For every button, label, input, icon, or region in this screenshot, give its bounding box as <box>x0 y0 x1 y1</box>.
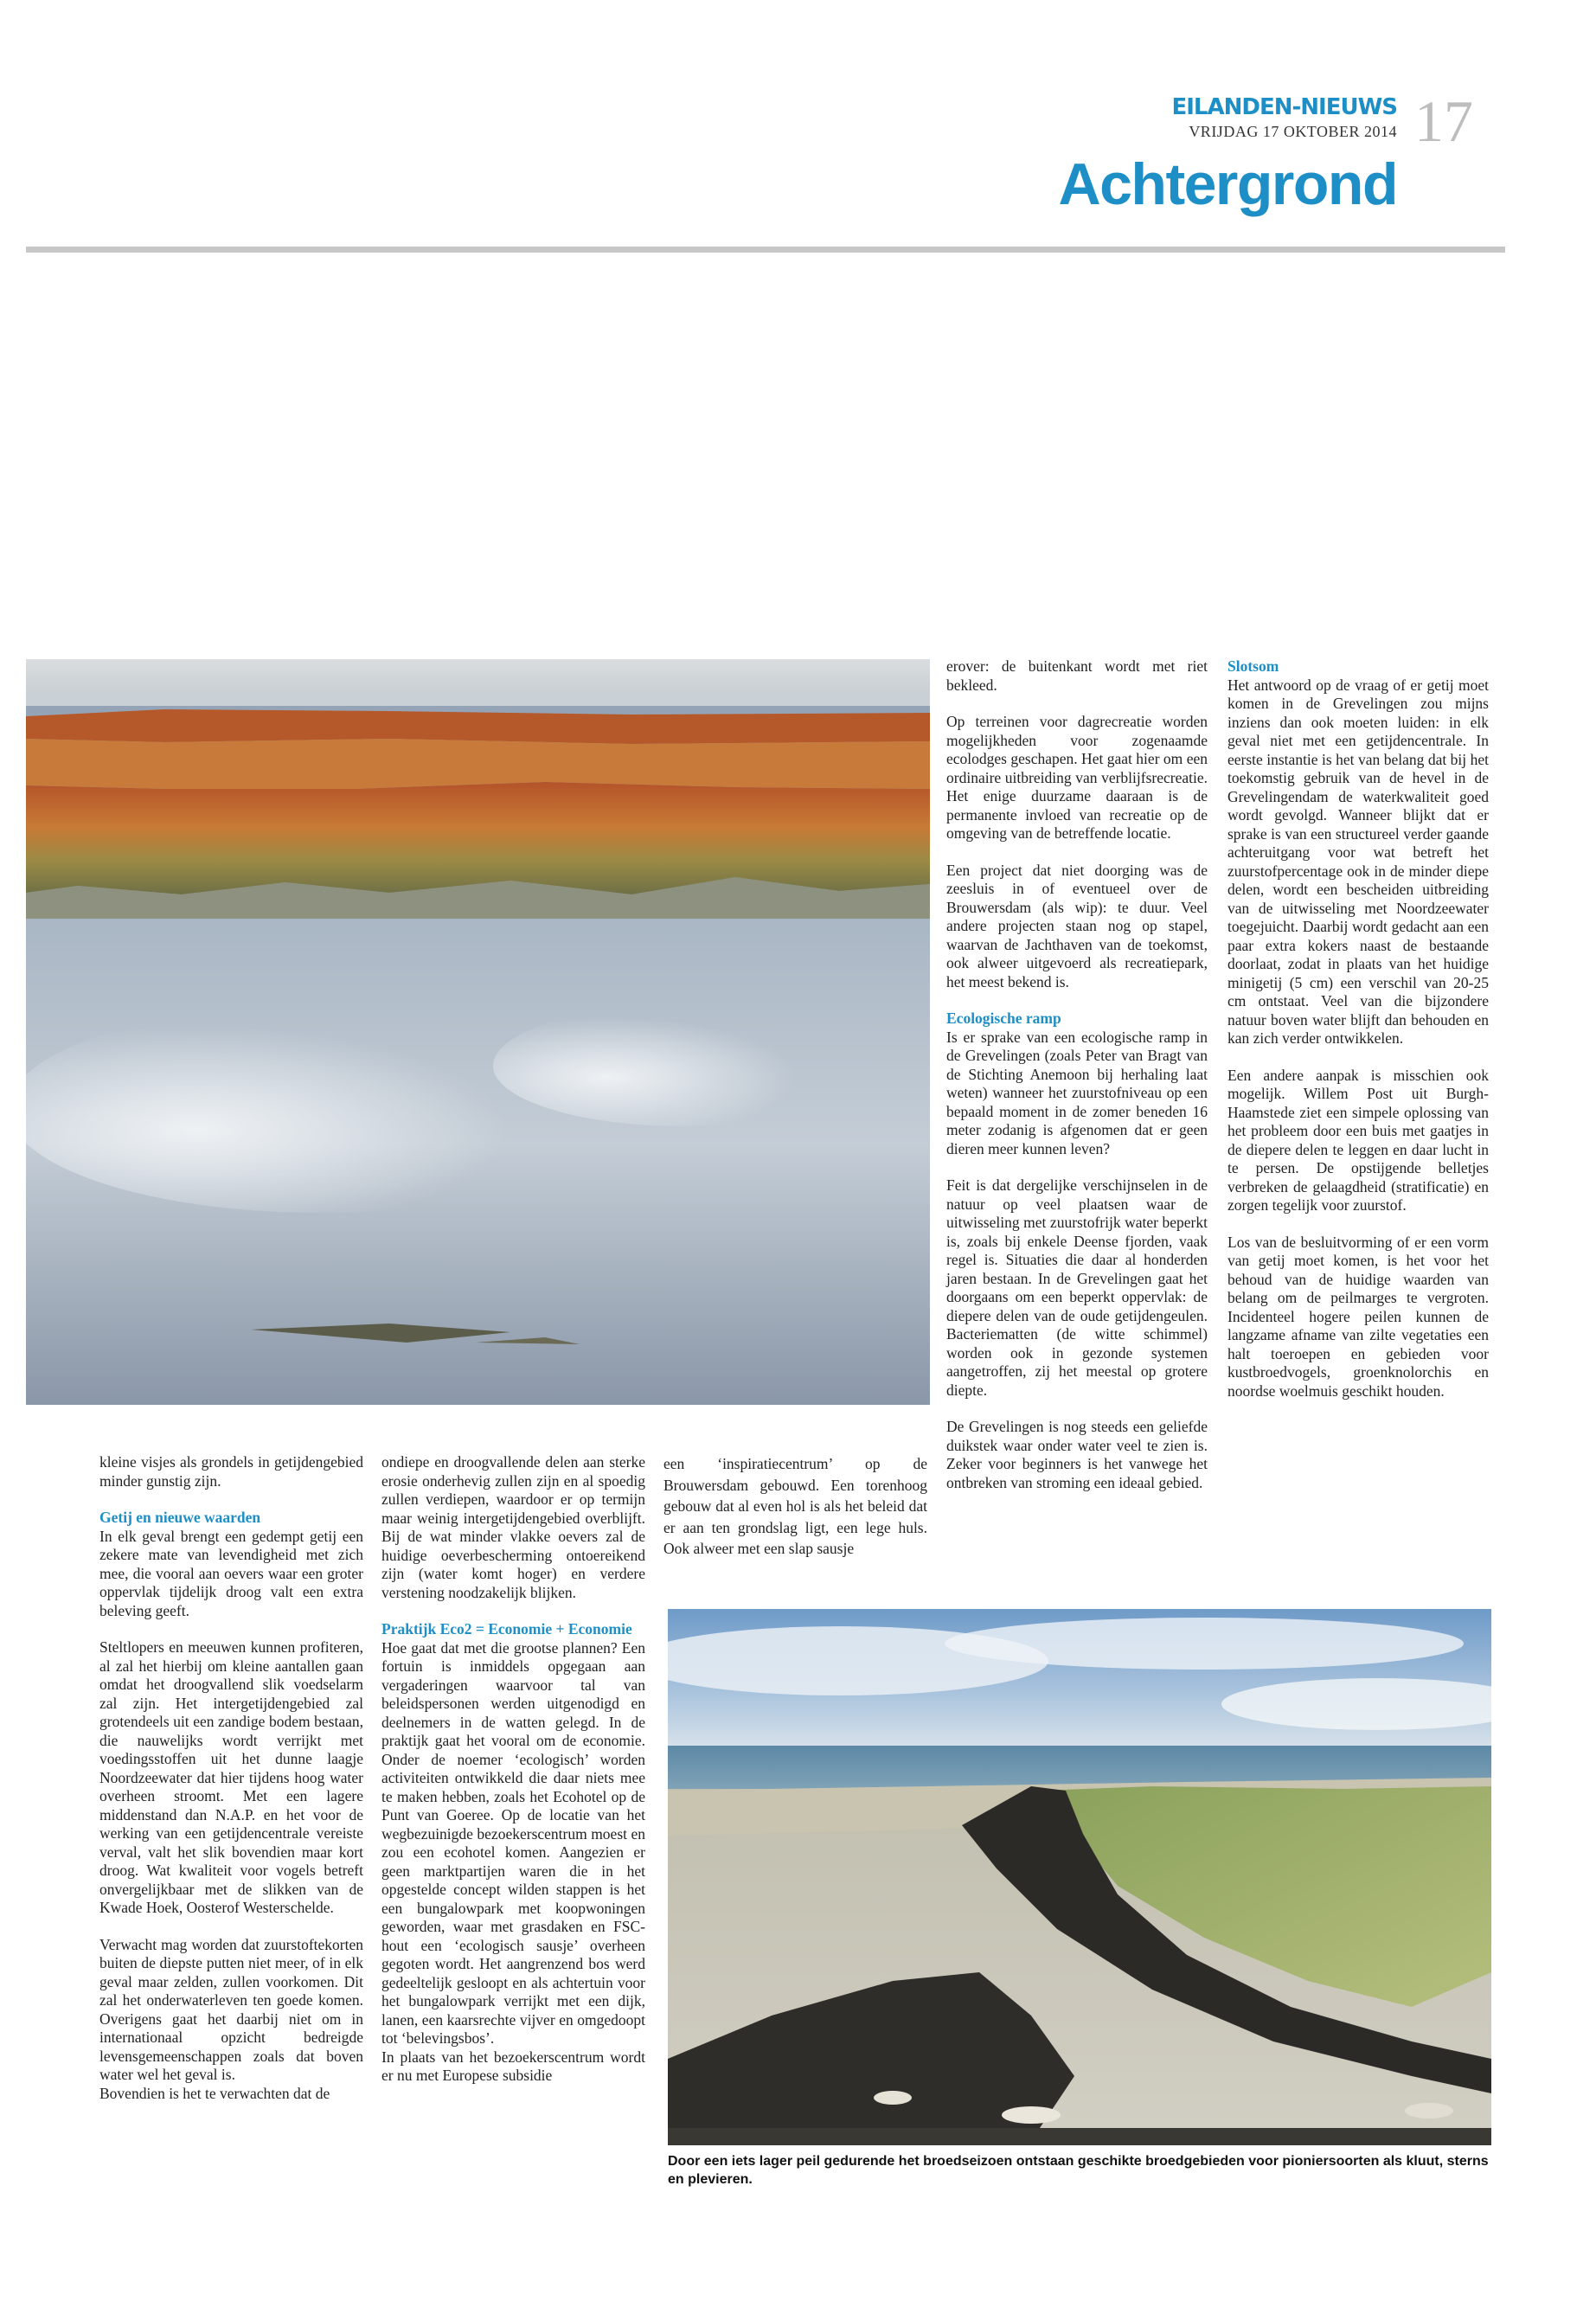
paragraph: Hoe gaat dat met die grootse plannen? Een fortuin is inmiddels opgegaan aan vergaderingen waarvoor tal van beleidspersonen werden uitgenodigd en deelnemers in de watten gelegd. In de praktijk gaat het vooral om de economie. Onder de noemer ‘ecologisch’ worden activiteiten ontwikkeld die daar niets mee te maken hebben, zoals het Ecohotel op de Punt van Goeree. Op de locatie van het wegbezuinigde bezoekerscentrum moest en zou een ecohotel komen. Aangezien er geen marktpartijen waren die in het opgestelde concept wilden stappen is het een bungalowpark met koopwoningen geworden, waar met grasdaken en FSC-hout een ‘ecologisch sausje’ overheen gegoten wordt. Het aangrenzend bos werd gedeeltelijk gesloopt en als achtertuin voor het bungalowpark verrijkt met een dijk, lanen, een kaarsrechte vijver en omgedoopt tot ‘belevingsbos’. <box>381 1638 645 2047</box>
page-number: 17 <box>1414 88 1473 154</box>
article-column-3 <box>663 1453 927 1578</box>
header-divider <box>26 247 1505 253</box>
paragraph: ondiepe en droogvallende delen aan sterke erosie onderhevig zullen zijn en al spoedig zullen verdiepen, waardoor er op termijn maar weinig intergetijdengebied overblijft. Bij de wat minder vlakke oevers zal de huidige oeverbescherming ontoereikend zijn (water komt hoger) en verdere verstening noodzakelijk blijken. <box>381 1453 645 1601</box>
marsh-photo <box>26 659 930 1405</box>
paragraph: De Grevelingen is nog steeds een geliefde duikstek waar onder water veel te zien is. Zeker voor beginners is het vanwege het ontbreken van stroming een ideaal gebied. <box>946 1418 1208 1491</box>
subheading-slotsom: Slotsom <box>1227 657 1279 675</box>
paragraph: Een project dat niet doorging was de zeesluis in of eventueel over de Brouwersdam (als wip): te duur. Veel andere projecten staan nog op stapel, waarvan de Jachthaven van de toekomst, ook alweer uitgevoerd als recreatiepark, het meest bekend is. <box>946 861 1208 990</box>
subheading-getij: Getij en nieuwe waarden <box>99 1509 261 1526</box>
marsh-photo-image <box>26 659 930 1405</box>
paragraph: In plaats van het bezoekerscentrum wordt er nu met Europese subsidie <box>381 2048 645 2084</box>
masthead <box>1038 95 1397 141</box>
beach-photo-image <box>668 1609 1491 2145</box>
paragraph: Een andere aanpak is misschien ook mogelijk. Willem Post uit Burgh-Haamstede ziet een simpele oplossing van het probleem door een buis met gaatjes in de diepere delen te leggen en daar lucht in te persen. De opstijgende belletjes verbreken de gelaagdheid (stratificatie) en zorgen tegelijk voor zuurstof. <box>1227 1066 1489 1214</box>
article-column-4 <box>946 657 1208 1510</box>
paragraph: Los van de besluitvorming of er een vorm van getij moet komen, is het voor het behoud van de huidige waarden van belang om de peilmarges te vergroten. Incidenteel hogere peilen kunnen de langzame afname van zilte vegetaties een halt toeroepen en gebieden voor kustbroedvogels, groenknolorchis en noordse woelmuis geschikt houden. <box>1227 1233 1489 1400</box>
paragraph: kleine visjes als grondels in getijdengebied minder gunstig zijn. <box>99 1453 363 1490</box>
article-column-5 <box>1227 657 1489 1419</box>
beach-photo <box>668 1609 1491 2145</box>
article-column-2 <box>381 1453 645 2104</box>
paragraph: In elk geval brengt een gedempt getij een zekere mate van levendigheid met zich mee, die vooral aan oevers waar een groter oppervlak tijdelijk droog valt een extra beleving geeft. <box>99 1527 363 1619</box>
paragraph: Feit is dat dergelijke verschijnselen in de natuur op veel plaatsen waar de uitwisseling met zuurstofrijk water beperkt is, zoals bij enkele Deense fjorden, vaak regel is. Situaties die daar al honderden jaren bestaan. In de Grevelingen gaat het doorgaans om een beperkt oppervlak: de diepere delen van de oude getijdengeulen. Bacteriematten (de witte schimmel) worden ook in gezonde systemen aangetroffen, zij het meestal op grotere diepte. <box>946 1176 1208 1399</box>
paragraph: Verwacht mag worden dat zuurstoftekorten buiten de diepste putten niet meer, of in elk geval maar zelden, zullen voorkomen. Dit zal het onderwaterleven ten goede komen. Overigens gaat het daarbij niet om in internationaal opzicht bedreigde levensgemeenschappen zoals dat boven water wel het geval is. <box>99 1935 363 2083</box>
subheading-praktijk: Praktijk Eco2 = Economie + Economie <box>381 1620 632 1638</box>
paragraph: Bovendien is het te verwachten dat de <box>99 2084 330 2102</box>
subheading-ramp: Ecologische ramp <box>946 1009 1061 1027</box>
paragraph: Op terreinen voor dagrecreatie worden mogelijkheden voor zogenaamde ecolodges geschapen. Het gaat hier om een ordinaire uitbreiding van verblijfsrecreatie. Het enige duurzame daaraan is de permanente invloed van recreatie op de omgeving van de betreffende locatie. <box>946 713 1208 842</box>
paragraph: erover: de buitenkant wordt met riet bekleed. <box>946 657 1208 694</box>
paragraph: een ‘inspiratiecentrum’ op de Brouwersdam gebouwd. Een torenhoog gebouw dat al even hol is als het beleid dat er aan ten grondslag ligt, een lege huls. Ook alweer met een slap sausje <box>663 1455 927 1557</box>
paragraph: Het antwoord op de vraag of er getij moet komen in de Grevelingen zou mijns inziens dan ook moeten luiden: in elk geval niet met een getijdencentrale. In eerste instantie is het van belang dat bij het toekomstig gebruik van de hevel in de Grevelingendam de waterkwaliteit goed wordt gevolgd. Wanneer blijkt dat er sprake is van een structureel verder gaande achteruitgang voor wat betreft het zuurstofpercentage ook in de minder diepe delen, wordt een bescheiden uitbreiding van de uitwisseling met Noordzeewater toegejuicht. Daarbij wordt gedacht aan een paar extra kokers naast de bestaande doorlaat, zodat in plaats van het huidige minigetij (5 cm) een verschil van 20-25 cm ontstaat. Veel van die bijzondere natuur boven water blijft dan behouden en kan zich verder ontwikkelen. <box>1227 676 1489 1047</box>
article-column-1 <box>99 1453 363 2121</box>
section-title: Achtergrond <box>1058 151 1397 217</box>
paragraph: Steltlopers en meeuwen kunnen profiteren, al zal het hierbij om kleine aantallen gaan omdat het droogvallend slik voedselarm zal zijn. Het intergetijdengebied zal grotendeels uit een zandige bodem bestaan, die nauwelijks wordt verrijkt met voedingsstoffen uit het dunne laagje Noordzeewater dat hier tijdens hoog water overheen stroomt. Met een lagere middenstand dan N.A.P. en het voor de werking van een getijdencentrale vereiste verval, valt het slik bovendien maar kort droog. Wat kwaliteit voor vogels betreft onvergelijkbaar met de slikken van de Kwade Hoek, Oosterof Westerschelde. <box>99 1638 363 1916</box>
newspaper-logo: EILANDEN-NIEUWS <box>1171 94 1397 120</box>
beach-photo-caption: Door een iets lager peil gedurende het broedseizoen ontstaan geschikte broedgebieden voor pioniersoorten als kluut, sterns en plevieren. <box>668 2154 1489 2187</box>
paragraph: Is er sprake van een ecologische ramp in de Grevelingen (zoals Peter van Bragt van de Stichting Anemoon bij herhaling laat weten) wanneer het zuurstofniveau op een bepaald moment in de zomer beneden 16 meter zodanig is afgenomen dat er geen dieren meer kunnen leven? <box>946 1028 1208 1157</box>
issue-date: VRIJDAG 17 OKTOBER 2014 <box>1189 123 1397 140</box>
